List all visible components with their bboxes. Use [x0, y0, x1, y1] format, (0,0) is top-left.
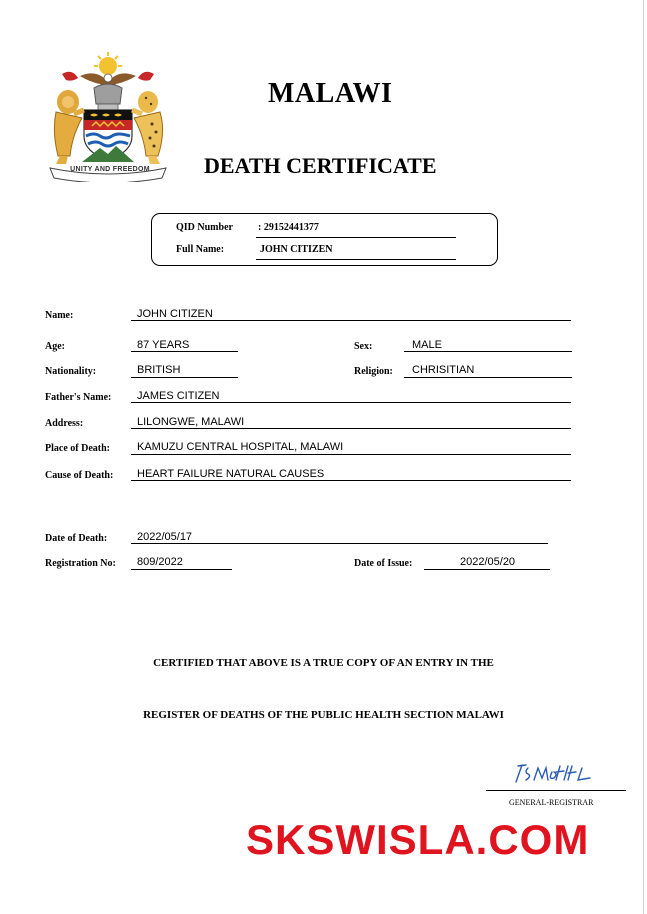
age-underline: [131, 351, 238, 352]
signature-line: [486, 790, 626, 791]
nationality-underline: [131, 377, 238, 378]
father-name-label: Father's Name:: [45, 392, 112, 403]
cause-of-death-underline: [131, 480, 571, 481]
date-of-issue-value: 2022/05/20: [460, 556, 516, 568]
full-name-label: Full Name:: [176, 244, 225, 255]
qid-value: : 29152441377: [258, 222, 319, 233]
religion-underline: [404, 377, 572, 378]
date-of-death-underline: [131, 543, 548, 544]
full-name-underline: [256, 259, 456, 260]
full-name-value: JOHN CITIZEN: [260, 244, 333, 255]
address-label: Address:: [45, 418, 84, 429]
name-value: JOHN CITIZEN: [137, 308, 213, 320]
cause-of-death-label: Cause of Death:: [45, 470, 114, 481]
sex-underline: [404, 351, 572, 352]
age-label: Age:: [45, 341, 65, 352]
father-name-value: JAMES CITIZEN: [137, 390, 220, 402]
certification-line-2: REGISTER OF DEATHS OF THE PUBLIC HEALTH SECTION MALAWI: [143, 709, 504, 721]
registration-no-value: 809/2022: [137, 556, 183, 568]
religion-value: CHRISITIAN: [412, 364, 475, 376]
address-value: LILONGWE, MALAWI: [137, 416, 245, 428]
watermark-text: SKSWISLA.COM: [246, 816, 590, 863]
date-of-death-label: Date of Death:: [45, 533, 108, 544]
nationality-value: BRITISH: [137, 364, 181, 376]
coat-of-arms-motto: UNITY AND FREEDOM: [70, 166, 150, 173]
certification-line-1: CERTIFIED THAT ABOVE IS A TRUE COPY OF AN ENTRY IN THE: [153, 657, 494, 669]
father-name-underline: [131, 402, 571, 403]
date-of-issue-underline: [424, 569, 550, 570]
coat-of-arms-icon: [42, 52, 174, 182]
cause-of-death-value: HEART FAILURE NATURAL CAUSES: [137, 468, 325, 480]
place-of-death-label: Place of Death:: [45, 443, 110, 454]
country-title: MALAWI: [268, 78, 393, 109]
name-underline: [131, 320, 571, 321]
document-title: DEATH CERTIFICATE: [204, 153, 437, 178]
place-of-death-underline: [131, 454, 571, 455]
general-registrar-title: GENERAL-REGISTRAR: [509, 798, 594, 807]
nationality-label: Nationality:: [45, 366, 97, 377]
religion-label: Religion:: [354, 366, 393, 377]
name-label: Name:: [45, 310, 74, 321]
sex-value: MALE: [412, 339, 442, 351]
sex-label: Sex:: [354, 341, 373, 352]
qid-underline: [256, 237, 456, 238]
date-of-issue-label: Date of Issue:: [354, 558, 413, 569]
registration-no-label: Registration No:: [45, 558, 116, 569]
qid-label: QID Number: [176, 222, 233, 233]
signature-icon: [512, 760, 596, 786]
age-value: 87 YEARS: [137, 339, 190, 351]
address-underline: [131, 428, 571, 429]
date-of-death-value: 2022/05/17: [137, 531, 193, 543]
registration-no-underline: [131, 569, 232, 570]
place-of-death-value: KAMUZU CENTRAL HOSPITAL, MALAWI: [137, 441, 344, 453]
